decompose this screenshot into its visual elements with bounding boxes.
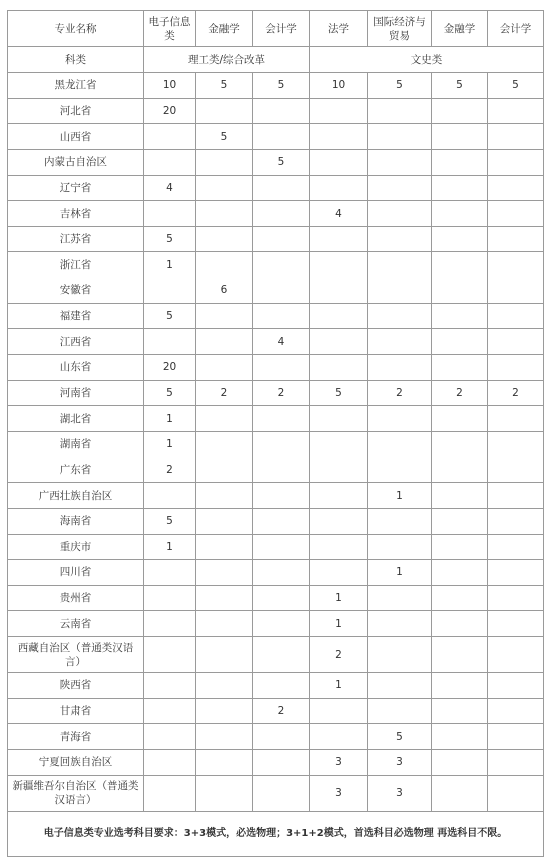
value-cell	[488, 175, 544, 201]
value-cell	[253, 303, 310, 329]
value-cell	[196, 406, 253, 432]
value-cell	[432, 560, 488, 586]
table-row	[8, 560, 544, 586]
value-cell: 5	[253, 73, 310, 99]
value-cell	[432, 585, 488, 611]
value-cell	[196, 698, 253, 724]
value-cell	[368, 226, 432, 252]
value-cell	[196, 483, 253, 509]
value-cell	[488, 750, 544, 776]
value-cell	[368, 534, 432, 560]
table-row	[8, 534, 544, 560]
value-cell: 5	[310, 380, 368, 406]
value-cell	[144, 483, 196, 509]
value-cell	[196, 611, 253, 637]
province-cell: 山西省	[8, 124, 144, 150]
value-cell	[310, 560, 368, 586]
value-cell	[488, 278, 544, 304]
value-cell: 5	[144, 508, 196, 534]
value-cell	[368, 508, 432, 534]
value-cell	[368, 201, 432, 227]
value-cell	[196, 673, 253, 699]
value-cell	[196, 560, 253, 586]
enrollment-plan-table-container	[7, 10, 543, 857]
value-cell	[368, 124, 432, 150]
value-cell	[368, 673, 432, 699]
value-cell	[368, 98, 432, 124]
value-cell	[432, 534, 488, 560]
value-cell: 5	[144, 380, 196, 406]
value-cell	[488, 534, 544, 560]
header-cell: 法学	[310, 11, 368, 47]
value-cell	[488, 611, 544, 637]
value-cell	[310, 252, 368, 278]
province-cell: 云南省	[8, 611, 144, 637]
table-row	[8, 175, 544, 201]
value-cell: 4	[144, 175, 196, 201]
province-cell: 宁夏回族自治区	[8, 750, 144, 776]
value-cell	[144, 698, 196, 724]
value-cell	[253, 775, 310, 811]
province-cell: 湖南省	[8, 431, 144, 457]
table-row	[8, 585, 544, 611]
header-row	[8, 11, 544, 47]
value-cell	[144, 560, 196, 586]
province-cell: 江苏省	[8, 226, 144, 252]
value-cell	[368, 611, 432, 637]
table-row	[8, 355, 544, 381]
value-cell	[253, 431, 310, 457]
value-cell: 5	[144, 303, 196, 329]
value-cell	[310, 534, 368, 560]
table-row	[8, 303, 544, 329]
value-cell: 3	[310, 750, 368, 776]
value-cell: 4	[253, 329, 310, 355]
value-cell	[196, 98, 253, 124]
value-cell	[432, 355, 488, 381]
value-cell	[196, 201, 253, 227]
value-cell	[488, 673, 544, 699]
value-cell	[196, 585, 253, 611]
table-row	[8, 329, 544, 355]
value-cell	[488, 149, 544, 175]
value-cell: 1	[144, 252, 196, 278]
value-cell	[488, 124, 544, 150]
value-cell	[196, 303, 253, 329]
table-row	[8, 380, 544, 406]
value-cell: 2	[432, 380, 488, 406]
value-cell	[253, 201, 310, 227]
value-cell	[196, 252, 253, 278]
table-row	[8, 98, 544, 124]
province-cell: 吉林省	[8, 201, 144, 227]
province-cell: 湖北省	[8, 406, 144, 432]
value-cell	[488, 457, 544, 483]
value-cell	[310, 355, 368, 381]
value-cell: 5	[368, 73, 432, 99]
footer-row	[8, 811, 544, 856]
value-cell	[488, 508, 544, 534]
value-cell	[488, 483, 544, 509]
value-cell: 1	[310, 585, 368, 611]
value-cell	[432, 698, 488, 724]
table-row	[8, 775, 544, 811]
value-cell	[432, 483, 488, 509]
value-cell	[253, 560, 310, 586]
province-cell: 河南省	[8, 380, 144, 406]
value-cell	[488, 226, 544, 252]
table-row	[8, 673, 544, 699]
value-cell	[488, 201, 544, 227]
value-cell	[488, 355, 544, 381]
value-cell	[488, 303, 544, 329]
value-cell: 2	[368, 380, 432, 406]
value-cell	[488, 252, 544, 278]
province-cell: 黑龙江省	[8, 73, 144, 99]
value-cell: 1	[368, 560, 432, 586]
table-body	[8, 11, 544, 857]
value-cell	[488, 775, 544, 811]
value-cell	[253, 611, 310, 637]
value-cell	[432, 226, 488, 252]
value-cell	[144, 149, 196, 175]
value-cell	[432, 724, 488, 750]
value-cell	[196, 724, 253, 750]
value-cell: 5	[432, 73, 488, 99]
value-cell	[144, 673, 196, 699]
value-cell	[196, 431, 253, 457]
value-cell: 5	[488, 73, 544, 99]
value-cell	[488, 724, 544, 750]
value-cell	[432, 611, 488, 637]
value-cell	[432, 406, 488, 432]
table-row	[8, 611, 544, 637]
value-cell	[310, 431, 368, 457]
table-row	[8, 750, 544, 776]
value-cell	[196, 175, 253, 201]
table-row	[8, 508, 544, 534]
value-cell	[432, 329, 488, 355]
value-cell: 1	[144, 431, 196, 457]
value-cell	[144, 278, 196, 304]
table-row	[8, 698, 544, 724]
value-cell	[488, 329, 544, 355]
value-cell	[310, 98, 368, 124]
province-cell: 四川省	[8, 560, 144, 586]
value-cell	[196, 329, 253, 355]
value-cell	[253, 124, 310, 150]
province-cell: 西藏自治区（普通类汉语言）	[8, 637, 144, 673]
value-cell	[253, 98, 310, 124]
table-row	[8, 278, 544, 304]
value-cell	[368, 149, 432, 175]
table-row	[8, 431, 544, 457]
province-cell: 海南省	[8, 508, 144, 534]
value-cell	[253, 585, 310, 611]
table-row	[8, 73, 544, 99]
value-cell	[253, 673, 310, 699]
value-cell	[488, 431, 544, 457]
value-cell	[432, 303, 488, 329]
value-cell: 1	[310, 673, 368, 699]
value-cell	[144, 724, 196, 750]
value-cell	[144, 201, 196, 227]
value-cell	[368, 175, 432, 201]
value-cell: 1	[144, 406, 196, 432]
value-cell	[310, 698, 368, 724]
value-cell	[432, 98, 488, 124]
value-cell	[310, 508, 368, 534]
header-cell: 金融学	[432, 11, 488, 47]
value-cell	[196, 750, 253, 776]
category-row	[8, 47, 544, 73]
value-cell	[432, 673, 488, 699]
value-cell: 20	[144, 355, 196, 381]
value-cell: 3	[310, 775, 368, 811]
header-cell: 会计学	[253, 11, 310, 47]
group-liberal-arts: 文史类	[310, 47, 544, 73]
value-cell	[432, 252, 488, 278]
province-cell: 贵州省	[8, 585, 144, 611]
value-cell: 1	[368, 483, 432, 509]
value-cell	[310, 303, 368, 329]
value-cell: 5	[196, 73, 253, 99]
header-cell: 金融学	[196, 11, 253, 47]
province-cell: 陕西省	[8, 673, 144, 699]
province-cell: 山东省	[8, 355, 144, 381]
value-cell	[196, 149, 253, 175]
value-cell	[432, 201, 488, 227]
value-cell	[253, 483, 310, 509]
table-row	[8, 201, 544, 227]
value-cell: 5	[253, 149, 310, 175]
province-cell: 新疆维吾尔自治区（普通类汉语言）	[8, 775, 144, 811]
value-cell	[432, 175, 488, 201]
value-cell	[253, 637, 310, 673]
value-cell	[144, 124, 196, 150]
province-cell: 江西省	[8, 329, 144, 355]
value-cell	[253, 724, 310, 750]
enrollment-plan-table	[7, 10, 544, 857]
table-row	[8, 724, 544, 750]
province-cell: 青海省	[8, 724, 144, 750]
value-cell	[432, 278, 488, 304]
header-cell: 电子信息类	[144, 11, 196, 47]
table-row	[8, 483, 544, 509]
value-cell	[368, 252, 432, 278]
subject-requirement-note: 电子信息类专业选考科目要求：3+3模式，必选物理；3+1+2模式，首选科目必选物理 再选科目不限。	[8, 811, 544, 856]
value-cell	[253, 175, 310, 201]
province-cell: 辽宁省	[8, 175, 144, 201]
value-cell	[310, 406, 368, 432]
province-cell: 广西壮族自治区	[8, 483, 144, 509]
value-cell: 1	[310, 611, 368, 637]
value-cell	[310, 329, 368, 355]
value-cell	[432, 750, 488, 776]
value-cell	[310, 278, 368, 304]
value-cell	[196, 355, 253, 381]
value-cell: 3	[368, 750, 432, 776]
value-cell: 2	[253, 698, 310, 724]
value-cell	[196, 637, 253, 673]
table-row	[8, 637, 544, 673]
value-cell	[310, 483, 368, 509]
value-cell	[196, 508, 253, 534]
value-cell	[432, 457, 488, 483]
value-cell	[368, 585, 432, 611]
province-cell: 河北省	[8, 98, 144, 124]
value-cell	[310, 226, 368, 252]
value-cell	[196, 226, 253, 252]
value-cell	[310, 124, 368, 150]
province-cell: 甘肃省	[8, 698, 144, 724]
value-cell: 5	[144, 226, 196, 252]
value-cell	[253, 252, 310, 278]
province-cell: 重庆市	[8, 534, 144, 560]
value-cell	[253, 406, 310, 432]
value-cell: 5	[368, 724, 432, 750]
value-cell	[253, 750, 310, 776]
value-cell	[432, 775, 488, 811]
value-cell: 2	[253, 380, 310, 406]
province-cell: 福建省	[8, 303, 144, 329]
value-cell	[432, 637, 488, 673]
category-label: 科类	[8, 47, 144, 73]
value-cell	[368, 431, 432, 457]
value-cell: 10	[144, 73, 196, 99]
value-cell	[253, 226, 310, 252]
value-cell	[368, 637, 432, 673]
value-cell	[144, 329, 196, 355]
value-cell	[144, 775, 196, 811]
table-row	[8, 124, 544, 150]
value-cell: 6	[196, 278, 253, 304]
table-row	[8, 457, 544, 483]
value-cell	[310, 175, 368, 201]
value-cell	[488, 585, 544, 611]
value-cell: 5	[196, 124, 253, 150]
header-cell: 国际经济与贸易	[368, 11, 432, 47]
province-cell: 浙江省	[8, 252, 144, 278]
value-cell: 2	[144, 457, 196, 483]
value-cell	[253, 278, 310, 304]
value-cell	[368, 303, 432, 329]
value-cell	[488, 98, 544, 124]
value-cell	[368, 329, 432, 355]
value-cell	[368, 278, 432, 304]
value-cell	[310, 149, 368, 175]
value-cell	[196, 775, 253, 811]
value-cell: 10	[310, 73, 368, 99]
value-cell	[144, 637, 196, 673]
table-row	[8, 406, 544, 432]
value-cell	[253, 457, 310, 483]
value-cell	[253, 534, 310, 560]
province-cell: 内蒙古自治区	[8, 149, 144, 175]
value-cell	[488, 560, 544, 586]
value-cell	[432, 124, 488, 150]
value-cell	[196, 534, 253, 560]
header-cell: 会计学	[488, 11, 544, 47]
value-cell	[368, 355, 432, 381]
value-cell: 2	[488, 380, 544, 406]
value-cell: 4	[310, 201, 368, 227]
value-cell	[432, 508, 488, 534]
value-cell	[432, 149, 488, 175]
value-cell	[368, 406, 432, 432]
value-cell: 1	[144, 534, 196, 560]
value-cell: 20	[144, 98, 196, 124]
value-cell	[253, 508, 310, 534]
value-cell	[196, 457, 253, 483]
table-row	[8, 149, 544, 175]
value-cell	[310, 724, 368, 750]
value-cell: 3	[368, 775, 432, 811]
value-cell	[368, 698, 432, 724]
table-row	[8, 226, 544, 252]
province-cell: 广东省	[8, 457, 144, 483]
value-cell	[310, 457, 368, 483]
value-cell	[488, 637, 544, 673]
province-cell: 安徽省	[8, 278, 144, 304]
header-cell: 专业名称	[8, 11, 144, 47]
value-cell	[253, 355, 310, 381]
table-row	[8, 252, 544, 278]
value-cell	[368, 457, 432, 483]
group-science: 理工类/综合改革	[144, 47, 310, 73]
value-cell	[432, 431, 488, 457]
value-cell	[144, 585, 196, 611]
value-cell	[144, 750, 196, 776]
value-cell	[144, 611, 196, 637]
value-cell: 2	[310, 637, 368, 673]
value-cell: 2	[196, 380, 253, 406]
value-cell	[488, 406, 544, 432]
value-cell	[488, 698, 544, 724]
